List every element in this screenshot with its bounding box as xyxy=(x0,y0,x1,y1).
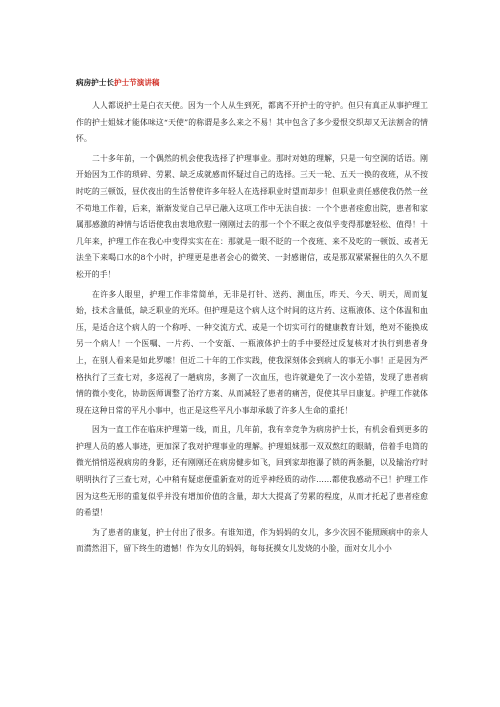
title-accent: 护士节演讲稿 xyxy=(113,78,160,87)
body-paragraph: 在许多人眼里，护理工作非常简单，无非是打针、送药、测血压，昨天、今天、明天，周而复始，技术含量低，缺乏职业的光环。但护理是这个病人这个时间的这片药、这瓶液体、这个体温和血压，是适合这个病人的一个称呼、一种交流方式、或是一个切实可行的健康教育计划，绝对不能换成另一个病人！一个医嘱、一片药、一个安瓿、一瓶液体护士的手中要经过反复核对才执行到患者身上，在别人看来是如此罗嗦！但近二十年的工作实践，使我深刻体会到病人的事无小事！正是因为严格执行了三查七对，多巡视了一趟病房，多测了一次血压，也许就避免了一次小差错，发现了患者病情的微小变化，协助医师调整了治疗方案、从而减轻了患者的痛苦，促使其早日康复。护理工作就体现在这种日常的平凡小事中，也正是这些平凡小事却承载了许多人生命的重托！ xyxy=(76,289,428,415)
document-title xyxy=(76,78,428,88)
body-paragraph: 因为一直工作在临床护理第一线，而且，几年前，我有幸竞争为病房护士长，有机会看到更多的护理人员的感人事迹，更加深了我对护理事业的理解。护理姐妹那一双双熬红的眼睛，倍着手电筒的微光悄悄巡视病房的身影，还有刚刚还在病房健步如飞，回到家却抱瀑了锁的两条腿，以及输治疗时明明执行了三查七对，心中稍有疑虑便重新查对的近乎神经质的动作……都使我感动不已！护理工作因为这些无形的重复似乎并没有增加价值的含量，却大大提高了劳累的程度，从而才托起了患者痊愈的希望！ xyxy=(76,425,428,518)
body-paragraph: 人人都说护士是白衣天使。因为一个人从生到死，都离不开护士的守护。但只有真正从事护理工作的护士姐妹才能体味这“天使”的称谓是多么来之不易！其中包含了多少爱恨交织却又无法割舍的情怀。 xyxy=(76,101,428,144)
body-paragraph: 为了患者的康复，护士付出了很多。有谁知道，作为妈妈的女儿，多少次因不能照顾病中的亲人而潸然泪下，留下终生的遗憾！作为女儿的妈妈，每每抚摸女儿发烧的小脸，面对女儿小小 xyxy=(76,527,428,554)
title-prefix: 病房护士长 xyxy=(76,78,114,87)
document-page xyxy=(76,78,428,561)
body-paragraph: 二十多年前，一个偶然的机会使我选择了护理事业。那时对她的理解，只是一句空洞的话语。刚开始因为工作的琐碎、劳累、缺乏成就感而怀疑过自己的选择。三天一轮、五天一换的夜班，从不按时吃的三顿饭，昼伏夜出的生活曾使许多年轻人在选择职业时望而却步！但职业责任感使我仍然一丝不苟地工作着，后来，渐渐发觉自己早已融入这项工作中无法自拔：一个个患者痊愈出院，患者和家属那感激的神情与话语使我由衷地欣慰一刚刚过去的那一个个不眠之夜似乎变得那麽轻松、值得！十几年来，护理工作在我心中变得实实在在：那就是一眼不眨的一个夜班、来不及吃的一顿饭、或者无法坐下来喝口水的8个小时，护理更是患者会心的微笑、一封感谢信，或是那双紧紧握住的久久不愿松开的手！ xyxy=(76,153,428,279)
